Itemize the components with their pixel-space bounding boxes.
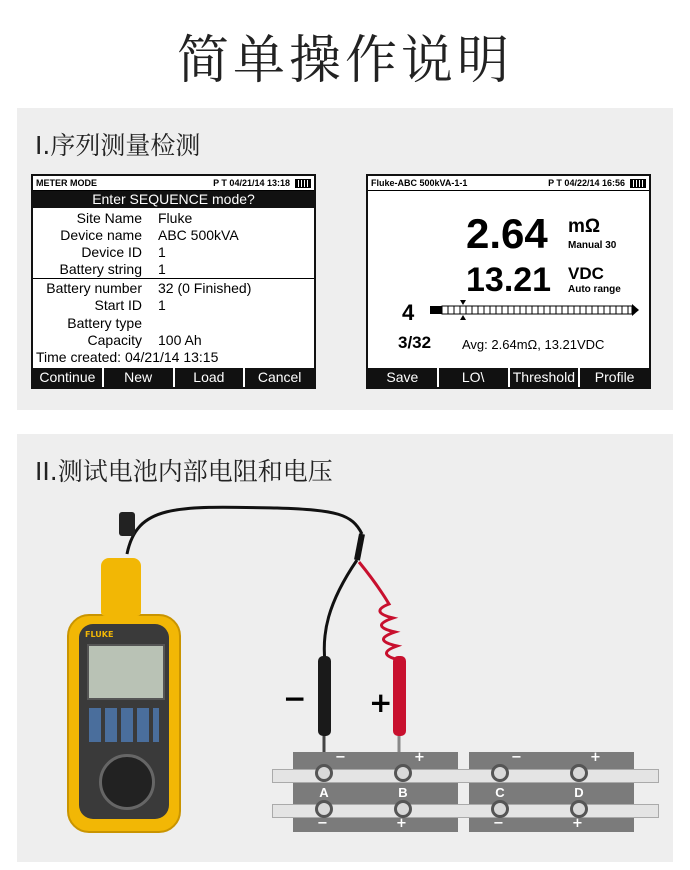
- meter-keypad: [89, 708, 159, 742]
- field-label: Battery type: [67, 315, 142, 331]
- sequence-name: Fluke-ABC 500kVA-1-1: [371, 178, 468, 188]
- time-created: Time created: 04/21/14 13:15: [36, 349, 219, 365]
- meter-face: [79, 624, 169, 819]
- section-title: I.序列测量检测: [35, 131, 201, 160]
- field-row: [33, 280, 314, 297]
- threshold-softkey[interactable]: Threshold: [510, 368, 581, 387]
- battery-top-sign: +: [414, 750, 425, 765]
- rotary-dial: [99, 754, 155, 810]
- field-row: [33, 210, 314, 227]
- status-datetime: P T 04/22/14 16:56: [548, 178, 625, 188]
- minus-label: −: [283, 682, 307, 715]
- average-readout: Avg: 2.64mΩ, 13.21VDC: [462, 337, 605, 352]
- battery-analyzer-meter: [67, 614, 181, 833]
- sequence-mode-screen: [31, 174, 316, 389]
- field-label: Start ID: [94, 297, 142, 313]
- red-probe: [393, 656, 406, 736]
- field-value: 1: [158, 261, 166, 277]
- lead-splitter: [357, 534, 362, 560]
- battery-letter: D: [574, 785, 584, 800]
- resistance-mode: Manual 30: [568, 240, 617, 251]
- test-lead-cable: [127, 507, 362, 554]
- new-softkey[interactable]: New: [104, 368, 175, 387]
- field-label: Site Name: [76, 210, 142, 226]
- battery-level-icon: [630, 179, 646, 188]
- progress-scale: [428, 300, 643, 322]
- dialog-title: Enter SEQUENCE mode?: [33, 191, 314, 208]
- cancel-softkey[interactable]: Cancel: [257, 369, 302, 385]
- status-bar: [33, 176, 314, 191]
- field-row: [33, 261, 314, 278]
- battery-top-sign: −: [511, 750, 522, 765]
- resistance-unit: mΩ: [568, 216, 601, 237]
- meter-display: [87, 644, 165, 700]
- field-row: [33, 297, 314, 314]
- battery-letter: A: [319, 785, 329, 800]
- battery-top-sign: +: [590, 750, 601, 765]
- meter-lead-housing: [101, 558, 141, 616]
- battery-letter: B: [398, 785, 408, 800]
- field-value: 100 Ah: [158, 332, 202, 348]
- field-label: Battery number: [46, 280, 142, 296]
- field-row: [33, 244, 314, 261]
- plus-label: +: [369, 686, 393, 719]
- battery-terminal: [570, 764, 588, 782]
- voltage-value: 13.21: [466, 261, 552, 299]
- field-label: Battery string: [59, 261, 142, 277]
- status-bar: [368, 176, 649, 191]
- battery-level-icon: [295, 179, 311, 188]
- field-label: Capacity: [87, 332, 142, 348]
- load-softkey[interactable]: Load: [175, 368, 246, 387]
- black-lead-wire: [324, 560, 357, 662]
- lead-connector: [119, 512, 135, 536]
- field-value: 1: [158, 297, 166, 313]
- lo-softkey[interactable]: LO\: [439, 368, 510, 387]
- field-label: Device name: [60, 227, 142, 243]
- battery-letter: C: [495, 785, 505, 800]
- field-value: Fluke: [158, 210, 193, 226]
- meter-mode-label: METER MODE: [36, 178, 98, 188]
- continue-softkey[interactable]: Continue: [33, 368, 104, 387]
- red-lead-coil: [359, 562, 399, 660]
- battery-index: 4: [402, 300, 415, 325]
- field-row: [33, 332, 314, 349]
- measurement-screen: [366, 174, 651, 389]
- section-internal-resistance-test: [17, 434, 673, 862]
- profile-softkey[interactable]: Profile: [594, 369, 635, 385]
- battery-top-sign: −: [335, 750, 346, 765]
- field-value: 1: [158, 244, 166, 260]
- voltage-mode: Auto range: [568, 284, 621, 295]
- field-value: 32 (0 Finished): [158, 280, 252, 296]
- battery-terminal: [491, 764, 509, 782]
- voltage-unit: VDC: [568, 264, 604, 283]
- divider: [33, 278, 314, 279]
- page-title: 简单操作说明: [176, 31, 513, 91]
- field-value: ABC 500kVA: [158, 227, 239, 243]
- status-datetime: P T 04/21/14 13:18: [213, 178, 290, 188]
- battery-bottom-sign: −: [317, 816, 328, 831]
- softkey-bar: [33, 368, 314, 387]
- meter-brand: FLUKE: [85, 630, 114, 639]
- field-label: Device ID: [81, 244, 142, 260]
- field-row: [33, 227, 314, 244]
- battery-terminal: [394, 764, 412, 782]
- save-softkey[interactable]: Save: [368, 368, 439, 387]
- battery-bottom-sign: −: [493, 816, 504, 831]
- section-title: II.测试电池内部电阻和电压: [35, 457, 333, 486]
- battery-bottom-sign: +: [396, 816, 407, 831]
- section-sequence-measurement: [17, 108, 673, 410]
- battery-terminal: [315, 764, 333, 782]
- black-probe: [318, 656, 331, 736]
- softkey-bar: [368, 368, 649, 387]
- sequence-progress: 3/32: [398, 333, 432, 352]
- resistance-value: 2.64: [466, 210, 548, 257]
- field-row: [33, 315, 314, 332]
- battery-bottom-sign: +: [572, 816, 583, 831]
